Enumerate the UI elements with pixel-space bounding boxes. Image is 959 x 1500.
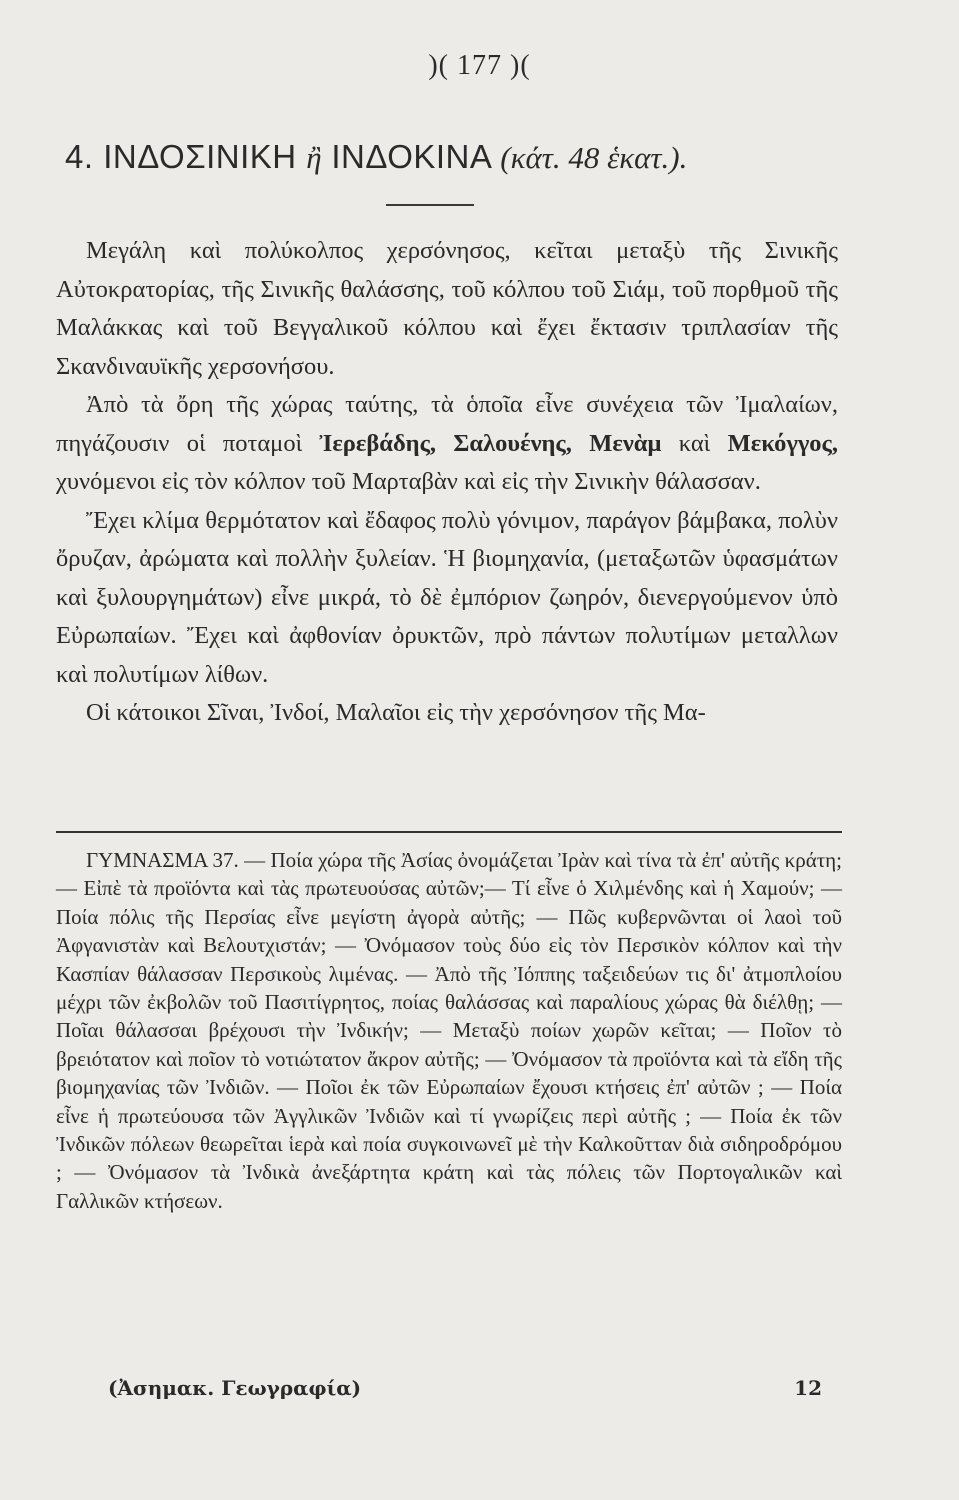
exercise-notes xyxy=(56,846,842,1215)
footer-signature-number: 12 xyxy=(794,1376,822,1400)
notes-divider xyxy=(56,831,842,833)
section-title xyxy=(65,138,905,176)
body-paragraph xyxy=(56,694,838,733)
title-divider xyxy=(386,204,474,206)
exercise-paragraph: ΓΥΜΝΑΣΜΑ 37. — Ποία χώρα τῆς Ἀσίας ὀνομάζεται Ἰρὰν καὶ τίνα τὰ ἐπ' αὐτῆς κράτη; — Εἰπὲ τὰ προϊόντα καὶ τὰς πρωτευούσας αὐτῶν;— Τί εἶνε ὁ Χιλμένδης καὶ ἡ Χαμούν; — Ποία πόλις τῆς Περσίας εἶνε μεγίστη ἀγορὰ αὐτῆς; — Πῶς κυβερνῶνται οἱ λαοὶ τοῦ Ἀφγανιστὰν καὶ Βελουτχιστάν; — Ὀνόμασον τοὺς δύο εἰς τὸν Περσικὸν κόλπον καὶ τὴν Κασπίαν θάλασσαν Περσικοὺς λιμένας. — Ἀπὸ τῆς Ἰόππης ταξειδεύων τις δι' ἀτμοπλοίου μέχρι τῶν ἐκβολῶν τοῦ Πασιτίγρητος, ποίας θαλάσσας καὶ παραλίους χώρας θὰ διέλθῃ; — Ποῖαι θάλασσαι βρέχουσι τὴν Ἰνδικήν; — Μεταξὺ ποίων χωρῶν κεῖται; — Ποῖον τὸ βρειότατον καὶ ποῖον τὸ νοτιώτατον ἄκρον αὐτῆς; — Ὀνόμασον τὰ προϊόντα καὶ τὰ εἴδη τῆς βιομηχανίας τῶν Ἰνδιῶν. — Ποῖοι ἐκ τῶν Εὐρωπαίων ἔχουσι κτήσεις ἐπ' αὐτῶν ; — Ποία εἶνε ἡ πρωτεύουσα τῶν Ἀγγλικῶν Ἰνδιῶν καὶ τί γνωρίζεις περὶ αὐτῆς ; — Ποία ἐκ τῶν Ἰνδικῶν πόλεων θεωρεῖται ἱερὰ καὶ ποία συγκοινωνεῖ μὲ τὴν Καλκοῦτταν διὰ σιδηροδρόμου ; — Ὀνόμασον τὰ Ἰνδικὰ ἀνεξάρτητα κράτη καὶ τὰς πόλεις τῶν Πορτογαλικῶν καὶ Γαλλικῶν κτήσεων. xyxy=(56,848,842,1213)
river-names: Μεκόγγος, xyxy=(727,429,838,457)
paragraph-text: Μεγάλη καὶ πολύκολπος χερσόνησος, κεῖται μεταξὺ τῆς Σινικῆς Αὐτοκρατορίας, τῆς Σινικῆς θαλάσσης, τοῦ κόλπου τοῦ Σιάμ, τοῦ πορθμοῦ τῆς Μαλάκκας καὶ τοῦ Βεγγαλικοῦ κόλπου καὶ ἔχει ἔκτασιν τριπλασίαν τῆς Σκανδιναυϊκῆς χερσονήσου. xyxy=(56,237,838,380)
body-paragraph xyxy=(56,232,838,386)
body-paragraph xyxy=(56,502,838,695)
paragraph-text: Ἀπὸ τὰ ὄρη τῆς χώρας ταύτης, τὰ ὁποῖα εἶνε συνέχεια τῶν Ἰμαλαίων, πηγάζουσιν οἱ ποταμοὶ xyxy=(56,391,838,457)
title-text: 4. ΙΝΔΟΣΙΝΙΚΗ xyxy=(65,138,307,175)
paragraph-text: χυνόμενοι εἰς τὸν κόλπον τοῦ Μαρταβὰν καὶ εἰς τὴν Σινικὴν θάλασσαν. xyxy=(56,468,761,495)
main-text xyxy=(56,232,838,733)
body-paragraph xyxy=(56,386,838,502)
title-text-2: ΙΝΔΟΚΙΝΑ xyxy=(321,138,501,175)
footer-book-title: (Ἀσημακ. Γεωγραφία) xyxy=(108,1376,362,1400)
paragraph-text: καὶ xyxy=(661,429,728,457)
river-names: Ἰερεβάδης, Σαλουένης, Μενὰμ xyxy=(319,429,662,457)
paragraph-text: Ἔχει κλίμα θερμότατον καὶ ἔδαφος πολὺ γόνιμον, παράγον βάμβακα, πολὺν ὄρυζαν, ἀρώματα καὶ πολλὴν ξυλείαν. Ἡ βιομηχανία, (μεταξωτῶν ὑφασμάτων καὶ ξυλουργημάτων) εἶνε μικρά, τὸ δὲ ἐμπόριον ζωηρόν, διενεργούμενον ὑπὸ Εὐρωπαίων. Ἔχει καὶ ἀφθονίαν ὀρυκτῶν, πρὸ πάντων πολυτίμων μεταλλων καὶ πολυτίμων λίθων. xyxy=(56,506,838,688)
page-header-number: )( 177 )( xyxy=(428,50,531,81)
title-conjunction: ἢ xyxy=(306,140,322,175)
paragraph-text: Οἱ κάτοικοι Σῖναι, Ἰνδοί, Μαλαῖοι εἰς τὴν χερσόνησον τῆς Μα- xyxy=(86,699,706,726)
title-population: (κάτ. 48 ἑκατ.). xyxy=(500,140,688,175)
